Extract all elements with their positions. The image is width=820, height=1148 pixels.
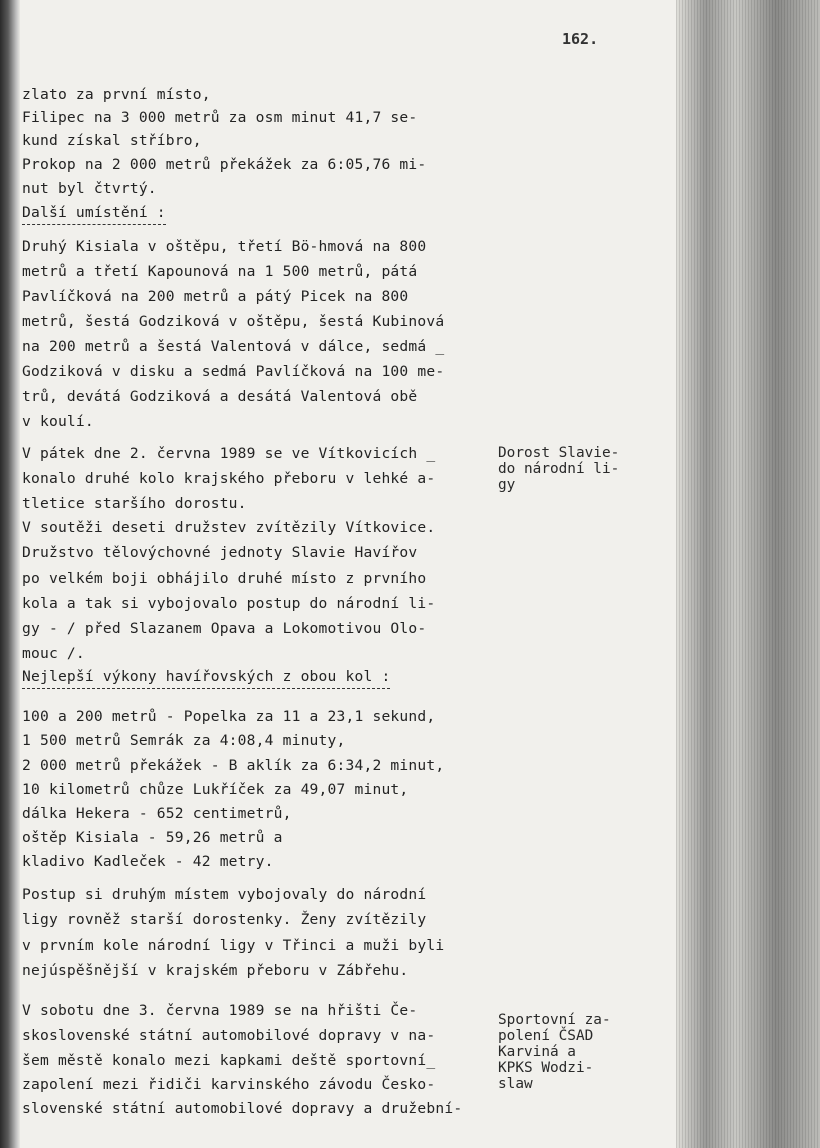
text-line: nut byl čtvrtý. (22, 180, 157, 197)
text-line: oštěp Kisiala - 59,26 metrů a (22, 829, 283, 846)
text-line: zlato za první místo, (22, 86, 211, 103)
margin-note: slaw (498, 1076, 533, 1092)
text-line: metrů, šestá Godziková v oštěpu, šestá Kubinová (22, 313, 445, 330)
text-line: V pátek dne 2. června 1989 se ve Vítkovicích _ (22, 445, 436, 462)
margin-note: do národní li- (498, 461, 620, 477)
margin-note: Karviná a (498, 1044, 576, 1060)
text-line: Godziková v disku a sedmá Pavlíčková na 100 me- (22, 363, 445, 380)
text-line: kladivo Kadleček - 42 metry. (22, 853, 274, 870)
text-line: trů, devátá Godziková a desátá Valentová obě (22, 388, 418, 405)
text-line: šem městě konalo mezi kapkami deště sportovní_ (22, 1052, 436, 1069)
text-line: 100 a 200 metrů - Popelka za 11 a 23,1 sekund, (22, 708, 436, 725)
text-line: zapolení mezi řidiči karvinského závodu Česko- (22, 1076, 436, 1093)
book-binding-shadow (0, 0, 20, 1148)
text-line: Prokop na 2 000 metrů překážek za 6:05,76 mi- (22, 156, 427, 173)
text-line: v prvním kole národní ligy v Třinci a muži byli (22, 937, 445, 954)
page-number: 162. (562, 30, 599, 48)
text-line: 2 000 metrů překážek - B aklík za 6:34,2 minut, (22, 757, 445, 774)
text-line: V soutěži deseti družstev zvítězily Vítkovice. (22, 519, 436, 536)
text-line: konalo druhé kolo krajského přeboru v lehké a- (22, 470, 436, 487)
text-line: kund získal stříbro, (22, 132, 202, 149)
text-line: po velkém boji obhájilo druhé místo z prvního (22, 570, 427, 587)
section-heading-other-placings: Další umístění : (22, 202, 166, 225)
text-line: V sobotu dne 3. června 1989 se na hřišti Če- (22, 1002, 418, 1019)
text-line: gy - / před Slazanem Opava a Lokomotivou Olo- (22, 620, 427, 637)
text-line: 10 kilometrů chůze Lukříček za 49,07 minut, (22, 781, 409, 798)
margin-note: polení ČSAD (498, 1028, 594, 1044)
text-line: skoslovenské státní automobilové dopravy v na- (22, 1027, 436, 1044)
margin-note: KPKS Wodzi- (498, 1060, 594, 1076)
text-line: ligy rovněž starší dorostenky. Ženy zvítězily (22, 911, 427, 928)
margin-note: gy (498, 477, 516, 493)
text-line: mouc /. (22, 645, 85, 662)
text-line: Pavlíčková na 200 metrů a pátý Picek na 800 (22, 288, 409, 305)
text-line: v koulí. (22, 413, 94, 430)
section-heading-best-results: Nejlepší výkony havířovských z obou kol : (22, 666, 390, 689)
text-line: Družstvo tělovýchovné jednoty Slavie Havířov (22, 544, 418, 561)
text-line: Druhý Kisiala v oštěpu, třetí Bö-hmová na 800 (22, 238, 427, 255)
text-line: Filipec na 3 000 metrů za osm minut 41,7 se- (22, 109, 418, 126)
text-line: kola a tak si vybojovalo postup do národní li- (22, 595, 436, 612)
text-line: 1 500 metrů Semrák za 4:08,4 minuty, (22, 732, 346, 749)
text-line: dálka Hekera - 652 centimetrů, (22, 805, 292, 822)
text-line: tletice staršího dorostu. (22, 495, 247, 512)
text-line: na 200 metrů a šestá Valentová v dálce, sedmá _ (22, 338, 445, 355)
margin-note: Sportovní za- (498, 1012, 611, 1028)
text-line: Postup si druhým místem vybojovaly do národní (22, 886, 427, 903)
margin-note: Dorost Slavie- (498, 445, 620, 461)
text-line: slovenské státní automobilové dopravy a družební- (22, 1100, 463, 1117)
text-line: nejúspěšnější v krajském přeboru v Zábřehu. (22, 962, 409, 979)
text-line: metrů a třetí Kapounová na 1 500 metrů, pátá (22, 263, 418, 280)
page-edge-stack (676, 0, 820, 1148)
